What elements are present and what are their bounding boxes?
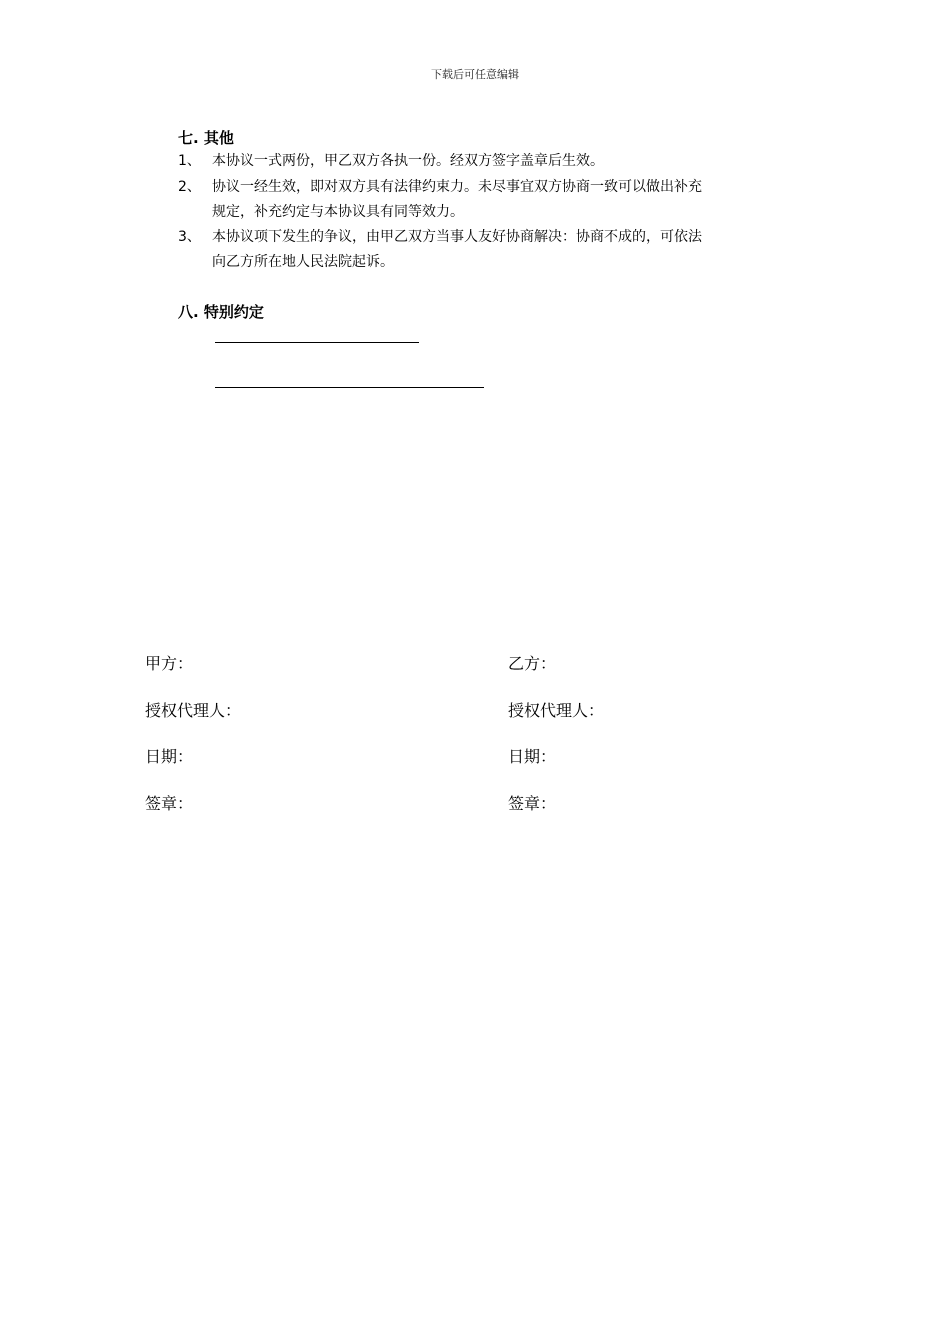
- clause-number: 3、: [178, 229, 201, 245]
- party-a-seal-label: 签章：: [145, 794, 194, 813]
- party-b-label: 乙方：: [508, 654, 557, 673]
- clause-number: 1、: [178, 153, 201, 169]
- clause-line: 本协议项下发生的争议，由甲乙双方当事人友好协商解决：协商不成的，可依法: [212, 229, 702, 245]
- clause-line: 协议一经生效，即对双方具有法律约束力。未尽事宜双方协商一致可以做出补充: [212, 179, 702, 195]
- section-7-title: 七. 其他: [178, 129, 234, 147]
- party-a-label: 甲方：: [145, 654, 194, 673]
- clause-line: 规定，补充约定与本协议具有同等效力。: [212, 204, 464, 220]
- page-header-note: 下载后可任意编辑: [431, 68, 519, 81]
- party-b-seal-label: 签章：: [508, 794, 557, 813]
- clause-1: [178, 149, 808, 174]
- special-terms-blank-line-2: [215, 387, 484, 388]
- party-a-agent-label: 授权代理人：: [145, 701, 242, 720]
- party-a-date-label: 日期：: [145, 747, 194, 766]
- party-b-date-label: 日期：: [508, 747, 557, 766]
- clause-line: 本协议一式两份，甲乙双方各执一份。经双方签字盖章后生效。: [212, 153, 604, 169]
- special-terms-blank-line-1: [215, 342, 419, 343]
- clause-line: 向乙方所在地人民法院起诉。: [212, 254, 394, 270]
- clause-2: [178, 175, 808, 225]
- party-b-agent-label: 授权代理人：: [508, 701, 605, 720]
- clause-number: 2、: [178, 179, 201, 195]
- clause-3: [178, 225, 808, 275]
- section-8-title: 八. 特别约定: [178, 303, 264, 321]
